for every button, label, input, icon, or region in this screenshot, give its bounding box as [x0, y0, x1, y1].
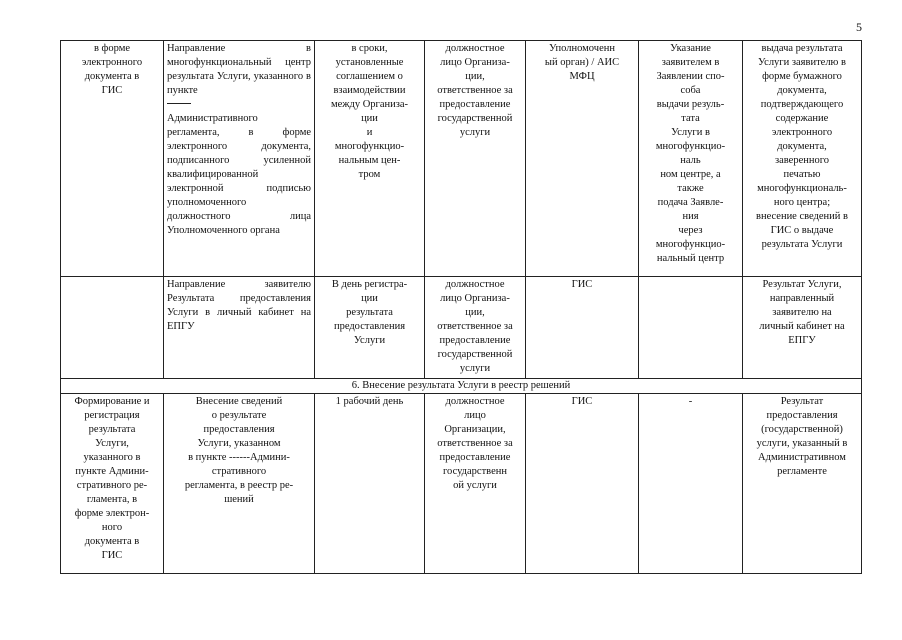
table-cell: ГИС — [526, 277, 639, 379]
table-cell: Внесение сведений о результате предоставления Услуги, указанном в пункте ------Админи- стративного регламента, в реестр ре- шений — [164, 394, 315, 574]
procedure-table — [60, 40, 862, 574]
section-row — [61, 379, 862, 394]
cell-text-part: Административного регламента, в форме электронного документа, подписанного усиленной квалифицированной электронной подписью уполномоченного должностного лица Уполномоченного органа — [167, 113, 311, 236]
table-row — [61, 394, 862, 574]
table-cell — [639, 277, 743, 379]
section-title: 6. Внесение результата Услуги в реестр решений — [61, 379, 862, 394]
table-cell: Уполномоченн ый орган) / АИС МФЦ — [526, 41, 639, 277]
cell-text-part: Направление в многофункциональный центр результата Услуги, указанного в пункте — [167, 43, 311, 96]
table-cell: Результат Услуги, направленный заявителю на личный кабинет на ЕПГУ — [743, 277, 862, 379]
table-cell: Формирование и регистрация результата Услуги, указанного в пункте Админи- стративного ре- гламента, в форме электрон- ного документа в ГИС — [61, 394, 164, 574]
table-cell: Указание заявителем в Заявлении спо- соба выдачи резуль- тата Услуги в многофункцио- наль ном центре, а также подача Заявле- ния через многофункцио- нальный центр — [639, 41, 743, 277]
blank-line — [167, 103, 191, 104]
table-cell: ГИС — [526, 394, 639, 574]
blank-reference-line — [167, 98, 311, 112]
page-number: 5 — [856, 20, 862, 34]
table-cell: должностное лицо Организа- ции, ответственное за предоставление государственной услуги — [425, 41, 526, 277]
table-cell: - — [639, 394, 743, 574]
table-cell: в сроки, установленные соглашением о взаимодействии между Организа- ции и многофункцио- нальным цен- тром — [315, 41, 425, 277]
table-cell: в форме электронного документа в ГИС — [61, 41, 164, 277]
table-cell: выдача результата Услуги заявителю в форме бумажного документа, подтверждающего содержание электронного документа, заверенного печатью многофункциональ- ного центра; внесение сведений в ГИС о выдаче результата Услуги — [743, 41, 862, 277]
table-cell: Результат предоставления (государственной) услуги, указанный в Административном регламенте — [743, 394, 862, 574]
table-row — [61, 277, 862, 379]
table-cell: должностное лицо Организа- ции, ответственное за предоставление государственной услуги — [425, 277, 526, 379]
table-cell: 1 рабочий день — [315, 394, 425, 574]
table-cell — [61, 277, 164, 379]
table-cell: В день регистра- ции результата предоставления Услуги — [315, 277, 425, 379]
table-cell: Направление заявителю Результата предоставления Услуги в личный кабинет на ЕПГУ — [164, 277, 315, 379]
table-row — [61, 41, 862, 277]
table-cell: должностное лицо Организации, ответственное за предоставление государственн ой услуги — [425, 394, 526, 574]
table-cell — [164, 41, 315, 277]
